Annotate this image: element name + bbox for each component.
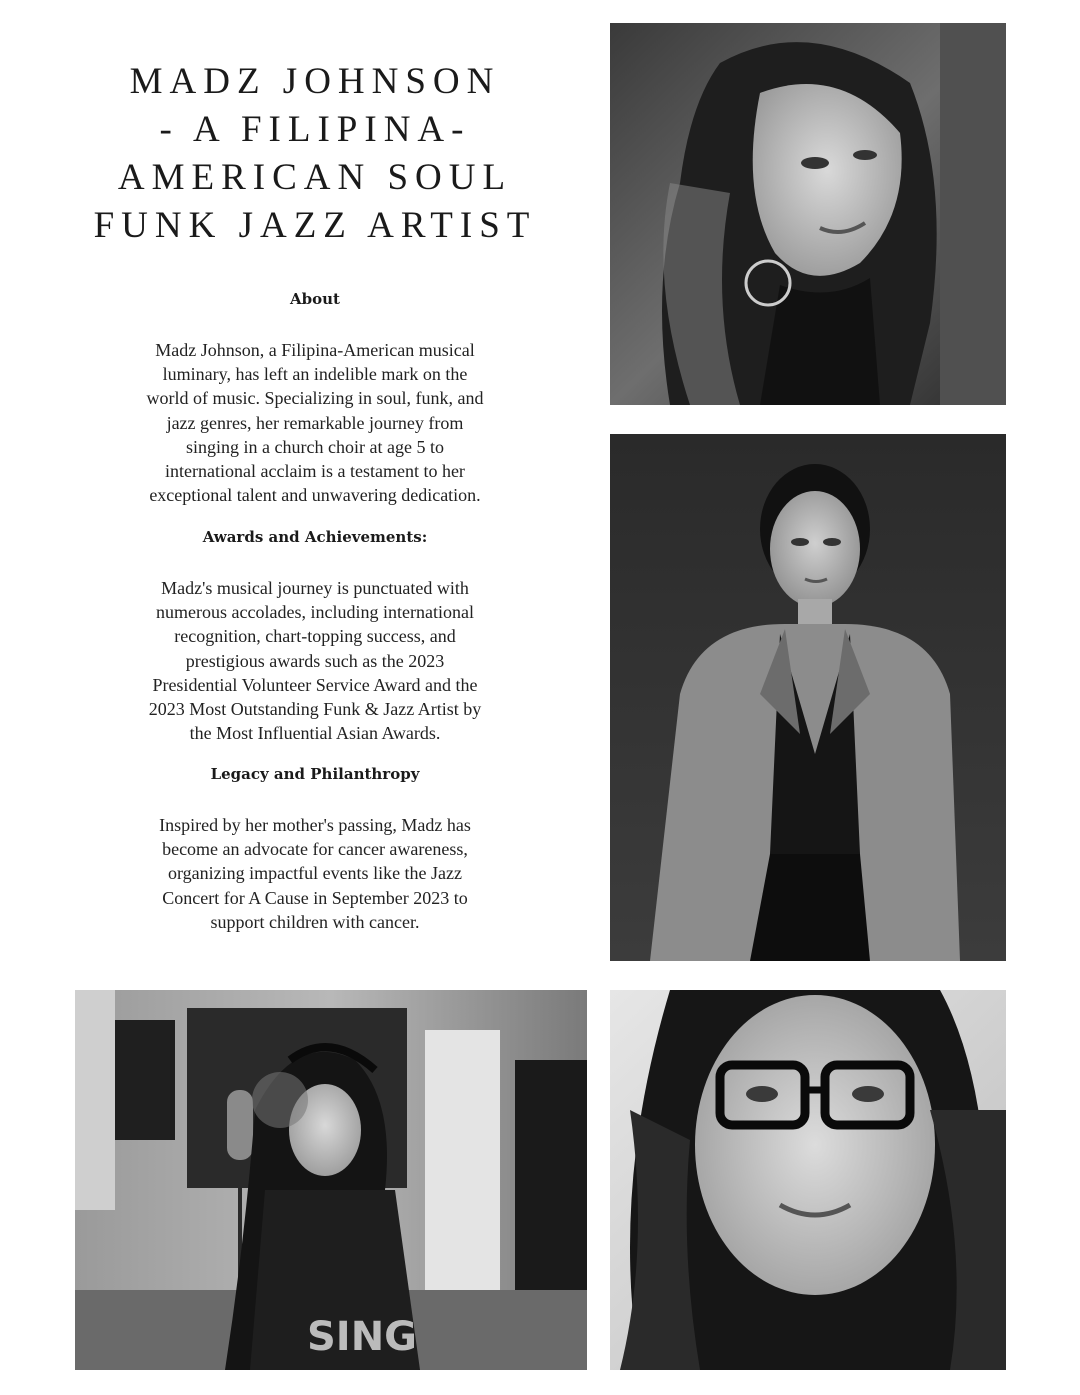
text-line: Madz Johnson, a Filipina-American musical [155,340,475,360]
legacy-heading: Legacy and Philanthropy [210,765,420,783]
text-line: Madz's musical journey is punctuated with [161,578,469,598]
title-line: - A FILIPINA- [159,109,471,150]
text-line: organizing impactful events like the Jazz [167,863,463,884]
title-line: MADZ JOHNSON [129,61,501,102]
text-line: exceptional talent and unwavering dedication. [149,485,481,506]
text-line: become an advocate for cancer awareness, [162,839,468,860]
text-line: prestigious awards such as the 2023 [185,650,445,671]
text-line: Inspired by her mother's passing, Madz has [159,815,471,835]
text-line: the Most Influential Asian Awards. [189,723,441,744]
legacy-text [95,813,535,934]
awards-heading: Awards and Achievements: [202,528,428,546]
text-line: recognition, chart-topping success, and [174,626,456,647]
about-heading: About [290,290,340,308]
text-line: international acclaim is a testament to her [165,461,465,482]
portrait-photo-3 [610,990,1006,1370]
text-line: Presidential Volunteer Service Award and the [152,674,478,695]
text-line: support children with cancer. [210,911,420,932]
text-line: 2023 Most Outstanding Funk & Jazz Artist by [148,699,482,720]
shirt-text: SING [307,1314,417,1360]
awards-text [95,576,535,745]
text-line: luminary, has left an indelible mark on the [162,364,468,385]
legacy-section [95,763,535,934]
portrait-photo-1 [610,23,1006,405]
about-text [95,338,535,507]
portrait-photo-2 [610,434,1006,961]
text-line: jazz genres, her remarkable journey from [166,412,464,433]
text-line: numerous accolades, including international [156,602,474,623]
text-line: singing in a church choir at age 5 to [186,436,444,457]
awards-section [95,526,535,745]
about-section [95,288,535,507]
text-line: Concert for A Cause in September 2023 to [162,887,468,908]
studio-photo [75,990,587,1370]
title-line: FUNK JAZZ ARTIST [93,205,537,246]
title-line: AMERICAN SOUL [117,157,513,198]
page-title [70,58,560,250]
text-line: world of music. Specializing in soul, funk, and [146,388,484,409]
